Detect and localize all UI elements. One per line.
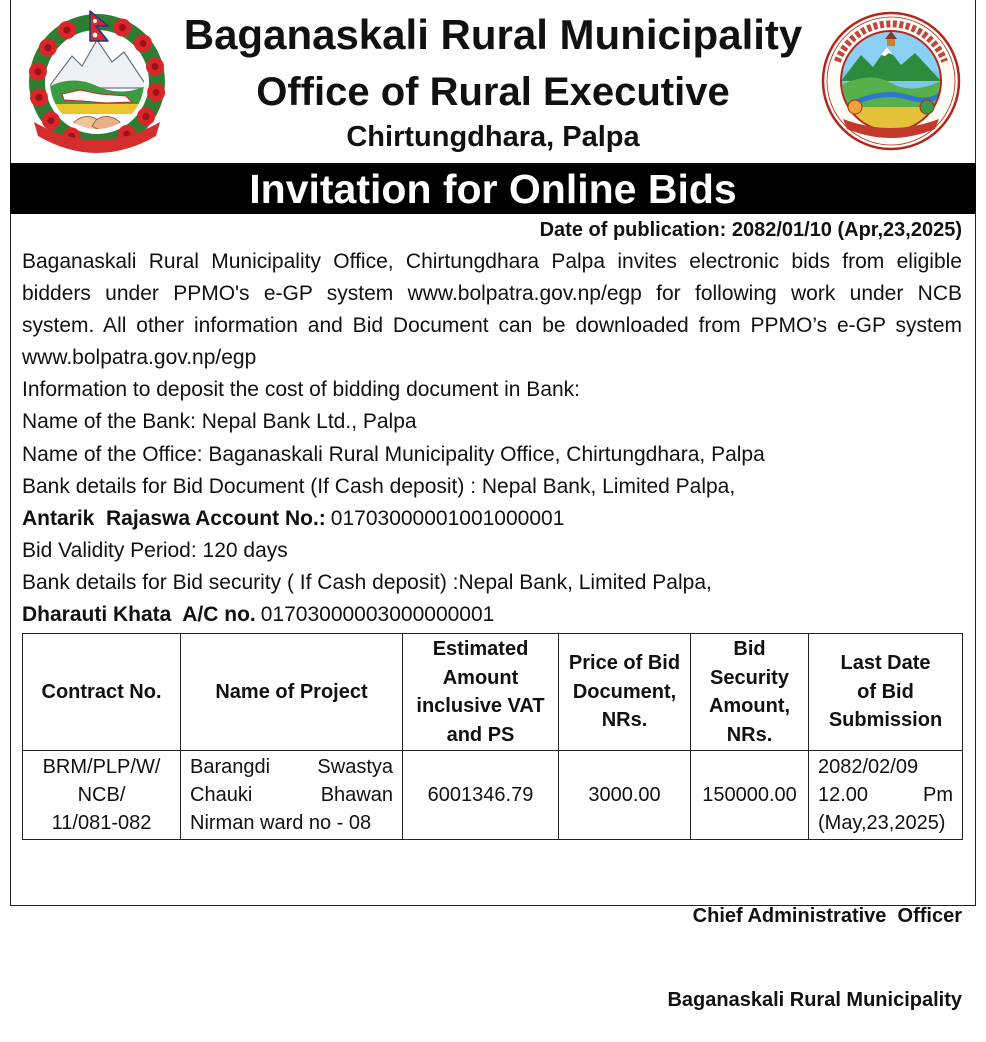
intro-line: www.bolpatra.gov.np/egp: [22, 346, 257, 370]
detail-value: 01703000001001000001: [330, 506, 565, 530]
municipality-title: Baganaskali Rural Municipality: [183, 11, 803, 58]
intro-line: system. All other information and Bid Document can be downloaded from PPMO’s e-GP system: [22, 314, 962, 338]
header-line: Estimated: [432, 638, 529, 660]
cell-line: 12.00 Pm: [818, 784, 953, 806]
cell-line: 11/081-082: [51, 812, 152, 834]
table-row: [23, 751, 963, 840]
detail-line: [22, 471, 962, 503]
header-line: Contract No.: [41, 680, 162, 703]
detail-line: [22, 567, 962, 599]
header-line: NRs.: [726, 723, 773, 746]
detail-line: [22, 503, 962, 535]
table-header-row: [23, 634, 963, 751]
signature-block: [667, 846, 962, 1042]
signature-office: Baganaskali Rural Municipality: [667, 989, 962, 1011]
header-line: Amount,: [708, 695, 791, 717]
header-project-name: [181, 634, 403, 751]
cell-line: BRM/PLP/W/: [42, 756, 161, 778]
detail-label: Dharauti Khata A/C no.: [22, 603, 256, 627]
header-line: Name of Project: [215, 680, 368, 703]
header-line: Last Date: [840, 652, 931, 675]
cell-bid-security: 150000.00: [691, 751, 809, 840]
header-line: Security: [710, 666, 789, 689]
detail-line: [22, 599, 962, 631]
header-line: Document,: [572, 680, 677, 703]
cell-line: NCB/: [77, 784, 126, 806]
header-line: of Bid: [857, 680, 914, 703]
detail-line: [22, 406, 962, 438]
header-estimated-amount: [403, 634, 559, 751]
header-bid-security: [691, 634, 809, 751]
detail-value: Bid Validity Period: 120 days: [22, 538, 288, 562]
cell-line: (May,23,2025): [818, 812, 946, 834]
cell-contract-no: [23, 751, 181, 840]
detail-value: Bank details for Bid Document (If Cash deposit) : Nepal Bank, Limited Palpa,: [22, 474, 736, 498]
cell-line: Nirman ward no - 08: [190, 812, 372, 834]
detail-value: Information to deposit the cost of bidding document in Bank:: [22, 378, 581, 402]
cell-document-price: 3000.00: [559, 751, 691, 840]
cell-estimated-amount: 6001346.79: [403, 751, 559, 840]
detail-value: 01703000003000000001: [260, 603, 495, 627]
office-title: Office of Rural Executive: [256, 70, 730, 114]
cell-line: Barangdi Swastya: [190, 756, 393, 778]
notice-heading: Invitation for Online Bids: [249, 166, 737, 212]
notice-banner: [10, 163, 976, 214]
header-line: NRs.: [601, 709, 648, 732]
cell-line: 2082/02/09: [818, 756, 919, 778]
detail-value: Name of the Bank: Nepal Bank Ltd., Palpa: [22, 410, 417, 434]
bid-table: [22, 633, 963, 840]
notice-body: [22, 246, 962, 631]
cell-project-name: [181, 751, 403, 840]
detail-line: [22, 535, 962, 567]
detail-line: [22, 439, 962, 471]
detail-line: [22, 374, 962, 406]
office-location: Chirtungdhara, Palpa: [346, 121, 640, 153]
header-line: Price of Bid: [568, 652, 681, 675]
header-line: Amount: [442, 666, 519, 689]
header-line: inclusive VAT: [416, 695, 545, 717]
detail-value: Name of the Office: Baganaskali Rural Municipality Office, Chirtungdhara, Palpa: [22, 442, 765, 466]
cell-line: Chauki Bhawan: [190, 784, 393, 806]
intro-line: Baganaskali Rural Municipality Office, Chirtungdhara Palpa invites electronic bids from eligible: [22, 250, 962, 273]
header-last-date: [809, 634, 963, 751]
detail-label: Antarik Rajaswa Account No.:: [22, 506, 326, 530]
cell-last-date: [809, 751, 963, 840]
header-contract-no: [23, 634, 181, 751]
publication-date: Date of publication: 2082/01/10 (Apr,23,2025): [539, 219, 962, 241]
detail-value: Bank details for Bid security ( If Cash deposit) :Nepal Bank, Limited Palpa,: [22, 570, 712, 594]
header-document-price: [559, 634, 691, 751]
intro-line: bidders under PPMO's e-GP system www.bolpatra.gov.np/egp for following work under NCB: [22, 282, 962, 306]
header-line: Bid: [733, 638, 766, 660]
header-line: and PS: [446, 723, 515, 746]
signature-designation: Chief Administrative Officer: [692, 905, 962, 927]
header-line: Submission: [828, 709, 943, 732]
